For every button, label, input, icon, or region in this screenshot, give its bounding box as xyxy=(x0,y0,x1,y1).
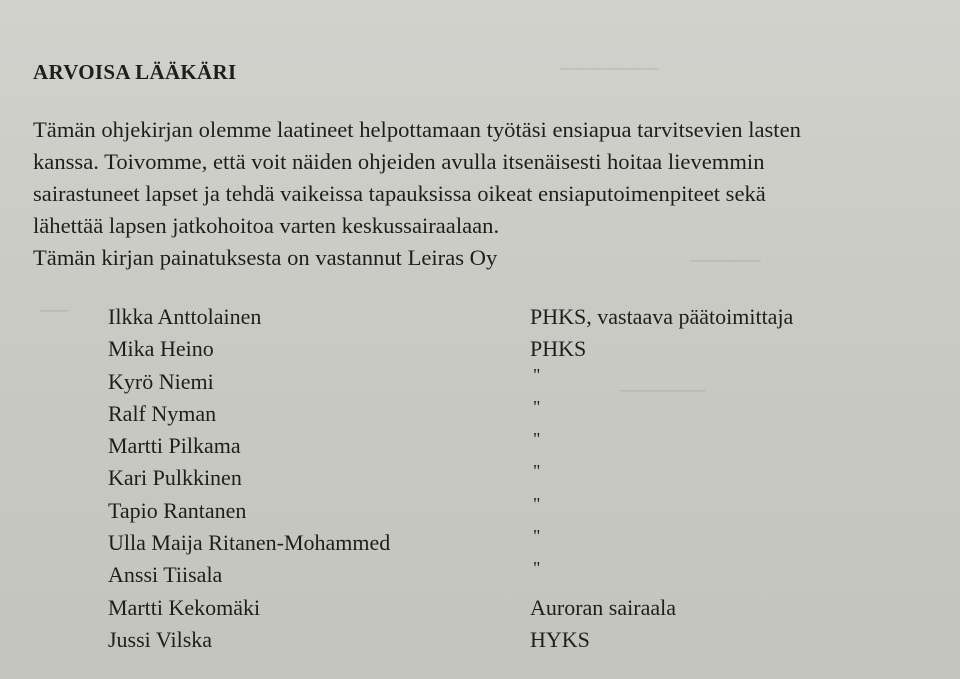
editor-name: Ulla Maija Ritanen-Mohammed xyxy=(108,530,391,556)
ditto-mark: " xyxy=(533,429,541,450)
editor-affiliation: PHKS, vastaava päätoimittaja xyxy=(530,304,794,329)
editor-name: Martti Kekomäki xyxy=(108,594,261,620)
ditto-mark: " xyxy=(533,396,541,417)
bleed-through-text: ────── xyxy=(620,380,706,402)
ditto-mark: " xyxy=(533,461,541,482)
editor-name: Ralf Nyman xyxy=(108,400,217,426)
intro-line: lähettää lapsen jatkohoitoa varten keskussairaalaan. xyxy=(33,213,500,238)
editor-name: Jussi Vilska xyxy=(108,626,213,652)
editor-name: Anssi Tiisala xyxy=(108,562,223,588)
ditto-mark: " xyxy=(533,493,541,514)
editor-affiliation: PHKS xyxy=(530,336,587,362)
editor-name: Kyrö Niemi xyxy=(108,368,214,394)
editor-name: Ilkka Anttolainen xyxy=(108,304,262,329)
ditto-mark: " xyxy=(533,526,541,547)
ditto-mark: " xyxy=(533,364,541,385)
editor-name: Mika Heino xyxy=(108,336,214,362)
editor-name: Kari Pulkkinen xyxy=(108,465,242,491)
editor-affiliation: HYKS xyxy=(530,626,590,652)
bleed-through-text: ─────── xyxy=(560,58,660,80)
bleed-through-text: ── xyxy=(40,300,69,322)
editor-name: Martti Pilkama xyxy=(108,433,241,459)
editor-affiliation: Auroran sairaala xyxy=(530,594,676,620)
editor-name: Tapio Rantanen xyxy=(108,497,247,523)
printing-credit-line: Tämän kirjan painatuksesta on vastannut Leiras Oy xyxy=(33,245,498,270)
intro-line: kanssa. Toivomme, että voit näiden ohjeiden avulla itsenäisesti hoitaa lievemmin xyxy=(33,149,765,174)
intro-line: Tämän ohjekirjan olemme laatineet helpottamaan työtäsi ensiapua tarvitsevien lasten xyxy=(33,117,801,142)
intro-paragraph xyxy=(33,114,953,274)
ditto-mark: " xyxy=(533,558,541,579)
intro-line: sairastuneet lapset ja tehdä vaikeissa tapauksissa oikeat ensiaputoimenpiteet sekä xyxy=(33,181,766,206)
page-heading: ARVOISA LÄÄKÄRI xyxy=(33,60,237,84)
bleed-through-text: ───── xyxy=(690,250,761,272)
